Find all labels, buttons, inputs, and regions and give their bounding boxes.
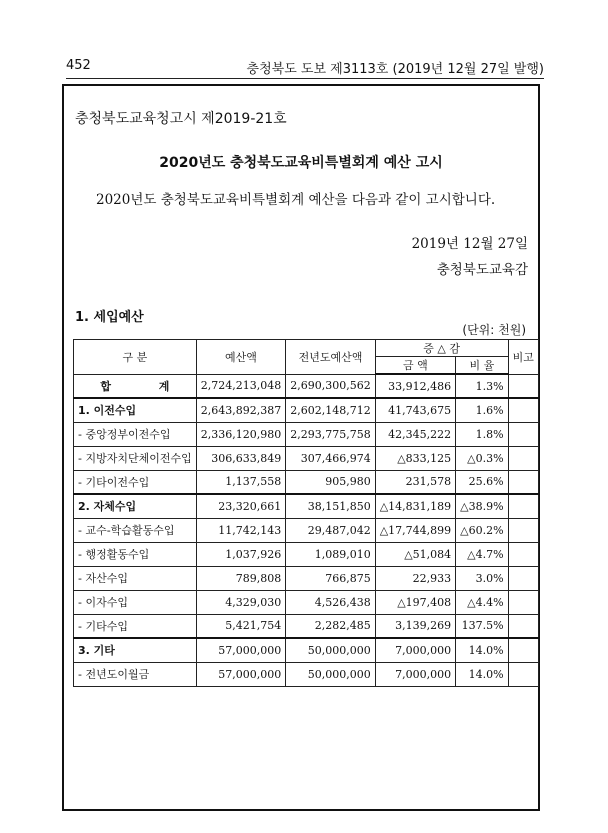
change-amount-cell: △17,744,899 — [375, 518, 455, 542]
table-row — [74, 398, 539, 422]
row-label: 2. 자체수입 — [74, 494, 197, 518]
table-row — [74, 374, 539, 398]
prev-budget-cell: 1,089,010 — [286, 542, 375, 566]
header-budget: 예산액 — [196, 340, 285, 375]
table-row — [74, 446, 539, 470]
row-label: 1. 이전수입 — [74, 398, 197, 422]
notice-number: 충청북도교육청고시 제2019-21호 — [75, 111, 287, 127]
budget-cell: 4,329,030 — [196, 590, 285, 614]
row-label: - 이자수입 — [74, 590, 197, 614]
remark-cell — [508, 542, 538, 566]
prev-budget-cell: 2,602,148,712 — [286, 398, 375, 422]
budget-cell: 57,000,000 — [196, 638, 285, 662]
issuer-name: 충청북도교육감 — [436, 262, 528, 278]
prev-budget-cell: 2,282,485 — [286, 614, 375, 638]
change-ratio-cell: 1.8% — [456, 422, 508, 446]
row-label: 합 계 — [74, 374, 197, 398]
remark-cell — [508, 374, 538, 398]
row-label: - 전년도이월금 — [74, 662, 197, 686]
table-row — [74, 518, 539, 542]
document-title: 2020년도 충청북도교육비특별회계 예산 고시 — [159, 155, 443, 171]
remark-cell — [508, 662, 538, 686]
section-title: 1. 세입예산 — [75, 310, 144, 325]
change-amount-cell: △51,084 — [375, 542, 455, 566]
change-amount-cell: 3,139,269 — [375, 614, 455, 638]
table-row — [74, 470, 539, 494]
change-amount-cell: 7,000,000 — [375, 662, 455, 686]
prev-budget-cell: 38,151,850 — [286, 494, 375, 518]
notice-date: 2019년 12월 27일 — [411, 236, 528, 252]
row-label: - 행정활동수입 — [74, 542, 197, 566]
change-amount-cell: △833,125 — [375, 446, 455, 470]
change-ratio-cell: △38.9% — [456, 494, 508, 518]
header-change: 증 △ 감 — [375, 340, 508, 357]
header-amount: 금 액 — [375, 357, 455, 375]
table-row — [74, 422, 539, 446]
unit-label: (단위: 천원) — [462, 323, 526, 337]
change-ratio-cell: △60.2% — [456, 518, 508, 542]
table-row — [74, 542, 539, 566]
prev-budget-cell: 50,000,000 — [286, 662, 375, 686]
row-label: - 중앙정부이전수입 — [74, 422, 197, 446]
table-row — [74, 494, 539, 518]
change-ratio-cell: 137.5% — [456, 614, 508, 638]
change-ratio-cell: △0.3% — [456, 446, 508, 470]
budget-cell: 23,320,661 — [196, 494, 285, 518]
table-row — [74, 566, 539, 590]
header-divider — [66, 78, 544, 79]
gazette-title: 충청북도 도보 제3113호 (2019년 12월 27일 발행) — [246, 62, 544, 77]
remark-cell — [508, 398, 538, 422]
remark-cell — [508, 422, 538, 446]
row-label: - 자산수입 — [74, 566, 197, 590]
budget-cell: 1,137,558 — [196, 470, 285, 494]
budget-cell: 2,336,120,980 — [196, 422, 285, 446]
remark-cell — [508, 470, 538, 494]
row-label: - 기타이전수입 — [74, 470, 197, 494]
page-header — [66, 58, 544, 76]
table-row — [74, 590, 539, 614]
prev-budget-cell: 905,980 — [286, 470, 375, 494]
prev-budget-cell: 50,000,000 — [286, 638, 375, 662]
revenue-budget-table — [73, 339, 539, 687]
prev-budget-cell: 2,690,300,562 — [286, 374, 375, 398]
prev-budget-cell: 2,293,775,758 — [286, 422, 375, 446]
change-amount-cell: 7,000,000 — [375, 638, 455, 662]
change-ratio-cell: △4.4% — [456, 590, 508, 614]
change-ratio-cell: △4.7% — [456, 542, 508, 566]
change-amount-cell: 231,578 — [375, 470, 455, 494]
budget-cell: 789,808 — [196, 566, 285, 590]
change-ratio-cell: 1.3% — [456, 374, 508, 398]
remark-cell — [508, 446, 538, 470]
row-label: - 기타수입 — [74, 614, 197, 638]
change-amount-cell: △197,408 — [375, 590, 455, 614]
header-category: 구 분 — [74, 340, 197, 375]
header-remarks: 비고 — [508, 340, 538, 375]
remark-cell — [508, 494, 538, 518]
budget-cell: 2,724,213,048 — [196, 374, 285, 398]
budget-cell: 11,742,143 — [196, 518, 285, 542]
remark-cell — [508, 614, 538, 638]
change-amount-cell: 41,743,675 — [375, 398, 455, 422]
budget-cell: 2,643,892,387 — [196, 398, 285, 422]
remark-cell — [508, 566, 538, 590]
remark-cell — [508, 590, 538, 614]
change-ratio-cell: 25.6% — [456, 470, 508, 494]
change-ratio-cell: 1.6% — [456, 398, 508, 422]
change-amount-cell: 22,933 — [375, 566, 455, 590]
change-amount-cell: 42,345,222 — [375, 422, 455, 446]
header-ratio: 비 율 — [456, 357, 508, 375]
change-ratio-cell: 14.0% — [456, 662, 508, 686]
budget-cell: 1,037,926 — [196, 542, 285, 566]
change-ratio-cell: 3.0% — [456, 566, 508, 590]
table-row — [74, 662, 539, 686]
notice-paragraph: 2020년도 충청북도교육비특별회계 예산을 다음과 같이 고시합니다. — [96, 192, 496, 208]
remark-cell — [508, 518, 538, 542]
budget-cell: 5,421,754 — [196, 614, 285, 638]
page-number: 452 — [66, 58, 91, 73]
remark-cell — [508, 638, 538, 662]
prev-budget-cell: 307,466,974 — [286, 446, 375, 470]
prev-budget-cell: 766,875 — [286, 566, 375, 590]
change-ratio-cell: 14.0% — [456, 638, 508, 662]
row-label: - 교수-학습활동수입 — [74, 518, 197, 542]
budget-cell: 57,000,000 — [196, 662, 285, 686]
table-row — [74, 638, 539, 662]
row-label: - 지방자치단체이전수입 — [74, 446, 197, 470]
change-amount-cell: △14,831,189 — [375, 494, 455, 518]
budget-cell: 306,633,849 — [196, 446, 285, 470]
change-amount-cell: 33,912,486 — [375, 374, 455, 398]
row-label: 3. 기타 — [74, 638, 197, 662]
table-row — [74, 614, 539, 638]
prev-budget-cell: 4,526,438 — [286, 590, 375, 614]
prev-budget-cell: 29,487,042 — [286, 518, 375, 542]
header-prev-budget: 전년도예산액 — [286, 340, 375, 375]
